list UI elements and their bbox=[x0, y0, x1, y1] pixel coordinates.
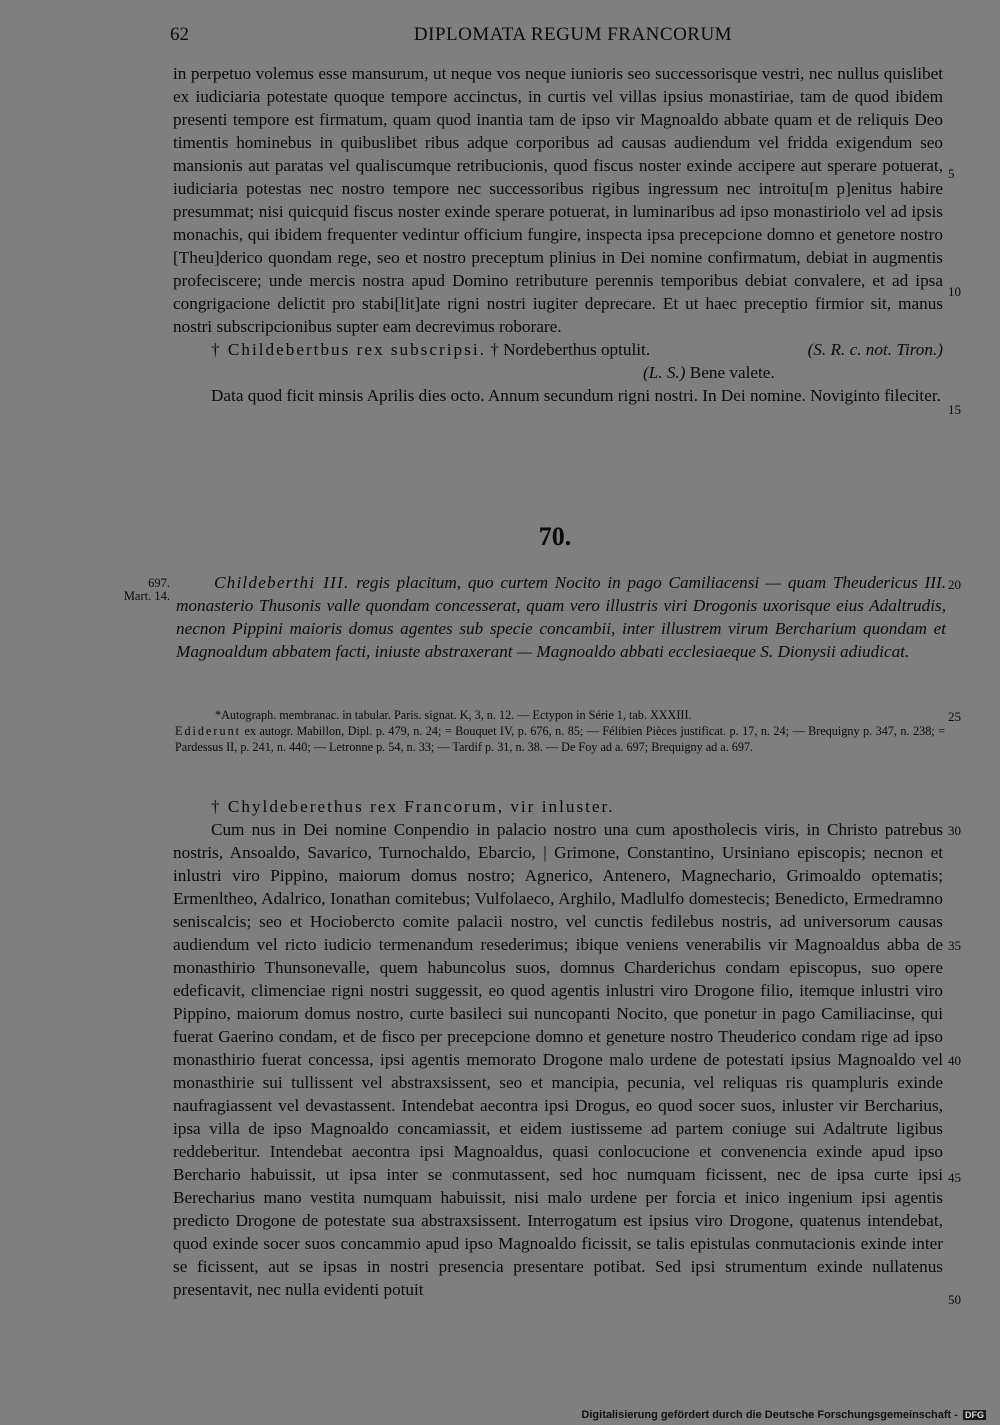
regest-text: regis placitum, quo curtem Nocito in pago Camiliacensi — quam Theudericus III. monasterio Thusonis valle quondam concesserat, quam vero illustris viri Drogonis uxorisque eius Adaltrudis, necnon Pippini maioris domus agentes sub specie concambii, inter illustrem virum Bercharium quondam et Magnoaldum abbatem facti, iniuste abstraxerant — Magnoaldo abbati ecclesiaeque S. Dionysii adiudicat. bbox=[176, 573, 946, 661]
seal-note: (L. S.) bbox=[643, 363, 686, 382]
main-text: Cum nus in Dei nomine Conpendio in palacio nostro una cum apostholecis viris, in Christo patrebus nostris, Ansoaldo, Savarico, Turnochaldo, Ebarcio, | Grimone, Constantino, Ursiniano episcopis; necnon et inlustri viro Pippino, maiorum domus nostro; Agnerico, Antenero, Magnechario, Grimoaldo optematis; Ermenltheo, Adalrico, Ionathan comitebus; Vulfolaeco, Arghilo, Madlulfo domestecis; Benedicto, Ermedramno seniscalcis; seo et Hociobercto comite palacii nostro, vel cunctis fedilebus nostris, ad universorum causas audiendum vel ricto iudicio termenandum resederimus; ibique veniens venerabilis vir Magnoaldus abba de monasthirio Thunsonevalle, quem habuncolus suos, domnus Charderichus condam episcopus, suo opere edeficavit, climenciae rigni nostri suggessit, eo quod agentis inlustri viro Drogone filio, itemque inlustri viro Pippino, maiorum domus nostro, curte basileci sui nuncopanti Nocito, que ponetur in pago Camiliacinse, qui fuerat Gaerino condam, et de fisco per precepcione domno et geneture nostro Theuderico condam rige ad ipso monasthirio fuerat concessa, ipsi agentis memorato Drogone malo urdene de potestati ipsius Magnoaldo vel monasthirie sui tullissent vel abstraxsissent, seo et mancipia, pecunia, vel reliquas ris quampluris exinde naufragiassent vel devastassent. Intendebat aecontra ipsi Drogus, eo quod socer suos, inluster vir Bercharius, ipsa villa de ipso Magnoaldo concamiassit, et eidem iustisseme ad partem coniuge sui Adaltrute ligibus reddeberitur. Intendebat aecontra ipsi Magnoaldus, quasi conlocucione et convenencia exinde apud ipso Berchario habuissit, ut ipsa inter se conmutassent, sed hoc numquam ficissent, nec de ipsa curte ipsi Berecharius mano vestita numquam habuissit, nisi malo urdene per forcia et inico ingenium ipsi agentis predicto Drogone de potestate sua abstraxsissent. Interrogatum est ipsius viro Drogone, quatenus intendebat, quod exinde socer suos concammio apud ipso Magnoaldo ficissit, se talis epistulas conmutacionis exinde inter se ficissent, aut se ipsas in nostri presencia presentare potibat. Sed ipsi strumentum exinde nullatenus presentavit, nec nulla evidenti potuit bbox=[173, 820, 943, 1299]
royal-subscription: † Childebertbus rex subscripsi. bbox=[211, 340, 486, 359]
previous-document-text bbox=[173, 62, 943, 407]
line-number: 50 bbox=[948, 1292, 961, 1307]
seal-line bbox=[173, 361, 943, 384]
intitulation: † Chyldeberethus rex Francorum, vir inluster. bbox=[211, 797, 615, 816]
page-number: 62 bbox=[170, 24, 189, 45]
continuation-paragraph: in perpetuo volemus esse mansurum, ut neque vos neque iunioris seo successorisque vestri, nec nullus quislibet ex iudiciaria potestate quoque tempore accinctus, in curtis vel villas ipsius monastiriae, tam de quod ibidem presenti tempore est firmatum, quam quod inantia tam de ipso vir Magnoaldo abbate quam et de reliquis Deo timentis hominebus in quibuslibet ribus adque corporibus ad causas audiendum vel fridda exigendum seo mansionis aut paratas vel qualiscumque retribucionis, quod fiscus noster exinde accipere aut sperare potuerat, iudiciaria potestas nec nostro tempore nec successoribus rigibus ingressum nec introitu[m p]enitus habire presummat; nisi quicquid fiscus noster exinde sperare potuerat, in luminaribus ad ipso monastiriolo vel ad ipsis monachis, qui ibidem frequenter vedintur officium fungire, inspecta ipsa precepcione domno et genetore nostro [Theu]derico quondam rege, seo et nostro preceptum plinius in Dei nomine confirmatum, debiat in augmentis profeciscere; unde mercis nostra apud Domino retributure perennis temporibus debiat convalere, et ad ipsa congrigacione delictit pro stabi[lit]ate rigni nostri iugiter deprecare. Et ut haec preceptio firmior sit, manus nostri subscripcionibus supter eam decrevimus roborare. bbox=[173, 64, 943, 336]
line-number: 20 bbox=[948, 577, 961, 592]
source-editions bbox=[175, 723, 945, 755]
line-number: 40 bbox=[948, 1053, 961, 1068]
bene-valete: Bene valete. bbox=[689, 363, 775, 382]
line-number: 5 bbox=[948, 166, 955, 181]
line-number: 30 bbox=[948, 823, 961, 838]
tironian-note: (S. R. c. not. Tiron.) bbox=[807, 340, 943, 359]
subscription-line bbox=[173, 338, 943, 361]
line-number: 25 bbox=[948, 709, 961, 724]
line-number: 10 bbox=[948, 284, 961, 299]
credit-text: Digitalisierung gefördert durch die Deutsche Forschungsgemeinschaft - bbox=[581, 1409, 958, 1421]
line-number: 35 bbox=[948, 938, 961, 953]
document-number: 70. bbox=[538, 522, 572, 551]
digitization-credit bbox=[581, 1409, 986, 1421]
dfg-logo: DFG bbox=[965, 1410, 984, 1420]
document-body bbox=[173, 795, 943, 1301]
running-title: DIPLOMATA REGUM FRANCORUM bbox=[413, 24, 733, 45]
source-autograph: *Autograph. membranac. in tabular. Paris. signat. K, 3, n. 12. — Ectypon in Série 1, tab. XXXIII. bbox=[215, 708, 692, 722]
regest-title: Childeberthi III. bbox=[214, 573, 350, 592]
editions-list: ex autogr. Mabillon, Dipl. p. 479, n. 24; = Bouquet IV, p. 676, n. 85; — Félibien Pièces justificat. p. 17, n. 24; — Brequigny p. 347, n. 238; = Pardessus II, p. 241, n. 440; — Letronne p. 54, n. 33; — Tardif p. 31, n. 38. — De Foy ad a. 697; Brequigny ad a. 697. bbox=[175, 724, 946, 754]
editions-label: Ediderunt bbox=[175, 724, 242, 738]
date-day: Mart. 14. bbox=[123, 589, 170, 603]
dating-clause: Data quod ficit minsis Aprilis dies octo. Annum secundum rigni nostri. In Dei nomine. Noviginto fileciter. bbox=[211, 386, 941, 405]
line-number: 15 bbox=[948, 402, 961, 417]
source-apparatus bbox=[175, 707, 946, 755]
referendary-subscription: † Nordeberthus optulit. bbox=[490, 340, 651, 359]
regest bbox=[176, 571, 946, 663]
line-number: 45 bbox=[948, 1170, 961, 1185]
date-year: 697. bbox=[148, 576, 170, 590]
page-header bbox=[170, 24, 946, 52]
